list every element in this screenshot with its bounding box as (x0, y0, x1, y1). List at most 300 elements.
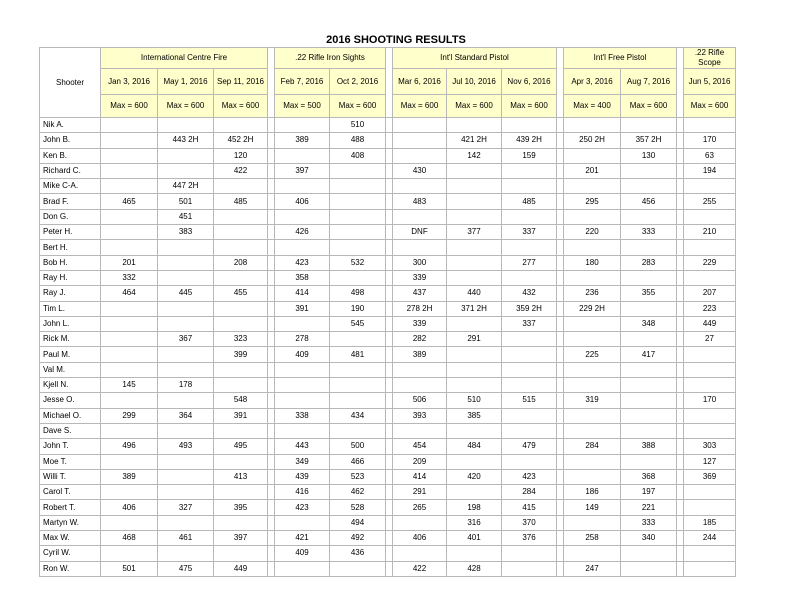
shooter-name: Don G. (40, 209, 101, 224)
score-cell (502, 270, 557, 285)
event-group-header: Int'l Standard Pistol (393, 48, 557, 69)
table-row (40, 393, 736, 408)
score-cell: 319 (564, 393, 621, 408)
score-cell (214, 423, 268, 438)
score-cell: 548 (214, 393, 268, 408)
shooter-name: Cyril W. (40, 546, 101, 561)
column-gap (268, 118, 275, 133)
column-gap (677, 179, 684, 194)
shooter-name: Michael O. (40, 408, 101, 423)
table-row (40, 362, 736, 377)
column-gap (386, 531, 393, 546)
column-gap (677, 362, 684, 377)
column-gap (268, 286, 275, 301)
score-cell (393, 378, 447, 393)
score-cell (330, 240, 386, 255)
score-cell: 479 (502, 439, 557, 454)
score-cell (275, 423, 330, 438)
match-date: Nov 6, 2016 (502, 69, 557, 95)
score-cell (502, 561, 557, 576)
match-date: Sep 11, 2016 (214, 69, 268, 95)
score-cell: 364 (158, 408, 214, 423)
score-cell (684, 347, 736, 362)
score-cell: 265 (393, 500, 447, 515)
column-gap (557, 515, 564, 530)
table-row (40, 378, 736, 393)
column-gap (677, 378, 684, 393)
score-cell (214, 454, 268, 469)
score-cell (101, 209, 158, 224)
score-cell: 291 (447, 332, 502, 347)
score-cell (502, 118, 557, 133)
column-gap (268, 500, 275, 515)
score-cell: 395 (214, 500, 268, 515)
score-cell (684, 546, 736, 561)
score-cell: 422 (214, 163, 268, 178)
match-date: Apr 3, 2016 (564, 69, 621, 95)
score-cell (502, 209, 557, 224)
score-cell (564, 546, 621, 561)
score-cell (158, 546, 214, 561)
score-cell: 159 (502, 148, 557, 163)
score-cell (101, 515, 158, 530)
column-gap (268, 270, 275, 285)
max-score: Max = 600 (214, 95, 268, 118)
shooter-name: Brad F. (40, 194, 101, 209)
score-cell: 451 (158, 209, 214, 224)
score-cell: 368 (621, 469, 677, 484)
score-cell (684, 270, 736, 285)
shooter-name: Peter H. (40, 225, 101, 240)
table-row (40, 439, 736, 454)
shooter-name: Willi T. (40, 469, 101, 484)
score-cell (621, 118, 677, 133)
score-cell (621, 362, 677, 377)
score-cell (393, 179, 447, 194)
score-cell (621, 332, 677, 347)
column-gap (386, 347, 393, 362)
score-cell (393, 546, 447, 561)
table-row (40, 546, 736, 561)
score-cell (621, 546, 677, 561)
score-cell (101, 332, 158, 347)
score-cell: 349 (275, 454, 330, 469)
score-cell: 423 (275, 500, 330, 515)
column-gap (386, 48, 393, 118)
score-cell: 484 (447, 439, 502, 454)
shooter-name: Robert T. (40, 500, 101, 515)
column-gap (557, 362, 564, 377)
score-cell: 277 (502, 255, 557, 270)
score-cell (621, 408, 677, 423)
score-cell: 170 (684, 393, 736, 408)
score-cell (330, 423, 386, 438)
table-row (40, 332, 736, 347)
score-cell: 358 (275, 270, 330, 285)
score-cell (101, 454, 158, 469)
column-gap (557, 316, 564, 331)
score-cell: 439 (275, 469, 330, 484)
table-row (40, 316, 736, 331)
max-score: Max = 600 (393, 95, 447, 118)
score-cell (502, 454, 557, 469)
column-gap (557, 561, 564, 576)
score-cell: 333 (621, 225, 677, 240)
column-gap (677, 347, 684, 362)
score-cell: 416 (275, 485, 330, 500)
column-gap (268, 347, 275, 362)
column-gap (677, 148, 684, 163)
score-cell: 496 (101, 439, 158, 454)
score-cell: 145 (101, 378, 158, 393)
score-cell (158, 148, 214, 163)
column-gap (268, 133, 275, 148)
score-cell (684, 378, 736, 393)
score-cell (447, 423, 502, 438)
score-cell (564, 179, 621, 194)
score-cell (330, 270, 386, 285)
column-gap (268, 163, 275, 178)
shooter-name: Paul M. (40, 347, 101, 362)
score-cell: 437 (393, 286, 447, 301)
score-cell: 303 (684, 439, 736, 454)
score-cell (214, 179, 268, 194)
column-gap (268, 561, 275, 576)
score-cell: 455 (214, 286, 268, 301)
column-gap (677, 270, 684, 285)
score-cell: 201 (564, 163, 621, 178)
score-cell (158, 423, 214, 438)
score-cell: 27 (684, 332, 736, 347)
column-gap (677, 500, 684, 515)
score-cell (393, 240, 447, 255)
shooter-name: Kjell N. (40, 378, 101, 393)
column-gap (386, 209, 393, 224)
score-cell: 409 (275, 347, 330, 362)
table-row (40, 225, 736, 240)
score-cell (564, 515, 621, 530)
score-cell (101, 362, 158, 377)
column-gap (268, 209, 275, 224)
event-group-header: Int'l Free Pistol (564, 48, 677, 69)
score-cell (214, 316, 268, 331)
match-date: May 1, 2016 (158, 69, 214, 95)
shooter-name: Martyn W. (40, 515, 101, 530)
max-score: Max = 600 (621, 95, 677, 118)
score-cell (621, 301, 677, 316)
score-cell (684, 240, 736, 255)
score-cell (214, 546, 268, 561)
shooter-name: Ray H. (40, 270, 101, 285)
score-cell (684, 209, 736, 224)
score-cell: 244 (684, 531, 736, 546)
score-cell: 316 (447, 515, 502, 530)
score-cell (564, 423, 621, 438)
score-cell (158, 240, 214, 255)
score-cell: 501 (158, 194, 214, 209)
score-cell: 388 (621, 439, 677, 454)
score-cell: 434 (330, 408, 386, 423)
score-cell: 207 (684, 286, 736, 301)
column-gap (677, 286, 684, 301)
column-gap (386, 561, 393, 576)
score-cell (214, 301, 268, 316)
table-row (40, 209, 736, 224)
score-cell: 332 (101, 270, 158, 285)
column-gap (268, 194, 275, 209)
score-cell: 359 2H (502, 301, 557, 316)
score-cell (101, 240, 158, 255)
score-cell: 443 (275, 439, 330, 454)
score-cell: 430 (393, 163, 447, 178)
score-cell (158, 118, 214, 133)
table-row (40, 240, 736, 255)
column-gap (268, 485, 275, 500)
column-gap (386, 240, 393, 255)
score-cell (214, 209, 268, 224)
match-date: Jun 5, 2016 (684, 69, 736, 95)
score-cell (275, 378, 330, 393)
score-cell (447, 163, 502, 178)
column-gap (557, 332, 564, 347)
match-date: Oct 2, 2016 (330, 69, 386, 95)
score-cell: 391 (214, 408, 268, 423)
column-gap (386, 546, 393, 561)
score-cell: 236 (564, 286, 621, 301)
column-gap (557, 133, 564, 148)
score-cell (158, 362, 214, 377)
score-cell (502, 163, 557, 178)
score-cell: 393 (393, 408, 447, 423)
shooter-name: Jesse O. (40, 393, 101, 408)
score-cell (684, 118, 736, 133)
column-gap (268, 255, 275, 270)
score-cell (214, 378, 268, 393)
score-cell (447, 240, 502, 255)
column-gap (557, 439, 564, 454)
column-gap (386, 500, 393, 515)
score-cell (502, 240, 557, 255)
score-cell (330, 393, 386, 408)
column-gap (557, 531, 564, 546)
score-cell: 500 (330, 439, 386, 454)
score-cell: 370 (502, 515, 557, 530)
score-cell (158, 393, 214, 408)
score-cell: 337 (502, 225, 557, 240)
score-cell (502, 546, 557, 561)
score-cell: 208 (214, 255, 268, 270)
score-cell: 397 (275, 163, 330, 178)
shooter-name: Rick M. (40, 332, 101, 347)
score-cell: 462 (330, 485, 386, 500)
column-gap (386, 454, 393, 469)
score-cell: 528 (330, 500, 386, 515)
score-cell: 338 (275, 408, 330, 423)
score-cell (393, 362, 447, 377)
score-cell: 323 (214, 332, 268, 347)
score-cell (621, 209, 677, 224)
shooter-name: John T. (40, 439, 101, 454)
column-gap (268, 423, 275, 438)
score-cell: 485 (214, 194, 268, 209)
shooter-name: Moe T. (40, 454, 101, 469)
column-gap (557, 546, 564, 561)
score-cell: 439 2H (502, 133, 557, 148)
score-cell (684, 179, 736, 194)
score-cell: 127 (684, 454, 736, 469)
column-gap (677, 225, 684, 240)
score-cell (214, 515, 268, 530)
score-cell: 229 2H (564, 301, 621, 316)
score-cell (158, 454, 214, 469)
column-gap (677, 118, 684, 133)
score-cell: 494 (330, 515, 386, 530)
column-gap (677, 454, 684, 469)
score-cell (330, 561, 386, 576)
shooter-name: Carol T. (40, 485, 101, 500)
column-gap (557, 393, 564, 408)
score-cell (330, 225, 386, 240)
table-row (40, 500, 736, 515)
score-cell (447, 454, 502, 469)
column-gap (677, 439, 684, 454)
score-cell (393, 133, 447, 148)
score-cell: 510 (447, 393, 502, 408)
table-row (40, 347, 736, 362)
column-gap (386, 469, 393, 484)
score-cell (158, 485, 214, 500)
score-cell: 417 (621, 347, 677, 362)
score-cell: 421 (275, 531, 330, 546)
score-cell: 185 (684, 515, 736, 530)
table-row (40, 485, 736, 500)
column-gap (268, 225, 275, 240)
score-cell (330, 194, 386, 209)
score-cell: 498 (330, 286, 386, 301)
column-gap (386, 408, 393, 423)
score-cell (502, 423, 557, 438)
score-cell: 414 (393, 469, 447, 484)
score-cell (621, 240, 677, 255)
score-cell: 220 (564, 225, 621, 240)
shooter-name: Nik A. (40, 118, 101, 133)
score-cell (101, 393, 158, 408)
shooter-name: Bob H. (40, 255, 101, 270)
score-cell: 197 (621, 485, 677, 500)
score-cell (447, 270, 502, 285)
score-cell: 377 (447, 225, 502, 240)
score-cell: 282 (393, 332, 447, 347)
group-header-row (40, 48, 736, 69)
column-gap (557, 194, 564, 209)
max-score: Max = 600 (101, 95, 158, 118)
score-cell (101, 423, 158, 438)
column-gap (557, 286, 564, 301)
column-gap (268, 179, 275, 194)
column-gap (268, 469, 275, 484)
shooter-name: Bert H. (40, 240, 101, 255)
score-cell (158, 469, 214, 484)
score-cell (101, 148, 158, 163)
table-row (40, 179, 736, 194)
max-score: Max = 500 (275, 95, 330, 118)
score-cell: 495 (214, 439, 268, 454)
score-cell: 523 (330, 469, 386, 484)
score-cell (502, 347, 557, 362)
score-cell (158, 347, 214, 362)
score-cell: 406 (393, 531, 447, 546)
match-date: Mar 6, 2016 (393, 69, 447, 95)
table-row (40, 423, 736, 438)
score-cell: 447 2H (158, 179, 214, 194)
score-cell: 142 (447, 148, 502, 163)
score-cell: 385 (447, 408, 502, 423)
score-cell (275, 179, 330, 194)
column-gap (677, 133, 684, 148)
score-cell: 383 (158, 225, 214, 240)
score-cell: 443 2H (158, 133, 214, 148)
shooter-name: Dave S. (40, 423, 101, 438)
score-cell: 223 (684, 301, 736, 316)
column-gap (386, 179, 393, 194)
score-cell (158, 270, 214, 285)
score-cell (684, 362, 736, 377)
score-cell: 440 (447, 286, 502, 301)
score-cell: 449 (214, 561, 268, 576)
score-cell (502, 179, 557, 194)
score-cell: 327 (158, 500, 214, 515)
score-cell: 371 2H (447, 301, 502, 316)
column-gap (557, 500, 564, 515)
score-cell: 221 (621, 500, 677, 515)
score-cell: 481 (330, 347, 386, 362)
score-cell: 367 (158, 332, 214, 347)
score-cell (447, 546, 502, 561)
event-group-header: .22 Rifle Scope (684, 48, 736, 69)
score-cell: 501 (101, 561, 158, 576)
score-cell (101, 118, 158, 133)
shooter-name: Ken B. (40, 148, 101, 163)
column-gap (677, 48, 684, 118)
table-row (40, 469, 736, 484)
score-cell (275, 515, 330, 530)
max-score: Max = 600 (684, 95, 736, 118)
score-cell (621, 561, 677, 576)
shooter-name: John L. (40, 316, 101, 331)
score-cell: 397 (214, 531, 268, 546)
score-cell: 250 2H (564, 133, 621, 148)
table-row (40, 133, 736, 148)
match-date: Feb 7, 2016 (275, 69, 330, 95)
table-row (40, 194, 736, 209)
column-gap (677, 469, 684, 484)
column-gap (268, 393, 275, 408)
score-cell: 178 (158, 378, 214, 393)
score-cell: 180 (564, 255, 621, 270)
score-cell (158, 255, 214, 270)
score-cell (214, 225, 268, 240)
score-cell: 452 2H (214, 133, 268, 148)
column-gap (386, 316, 393, 331)
column-gap (268, 301, 275, 316)
score-cell: 186 (564, 485, 621, 500)
score-cell: 406 (101, 500, 158, 515)
score-cell (564, 454, 621, 469)
column-gap (386, 270, 393, 285)
score-cell (330, 362, 386, 377)
score-cell (393, 515, 447, 530)
column-gap (677, 209, 684, 224)
